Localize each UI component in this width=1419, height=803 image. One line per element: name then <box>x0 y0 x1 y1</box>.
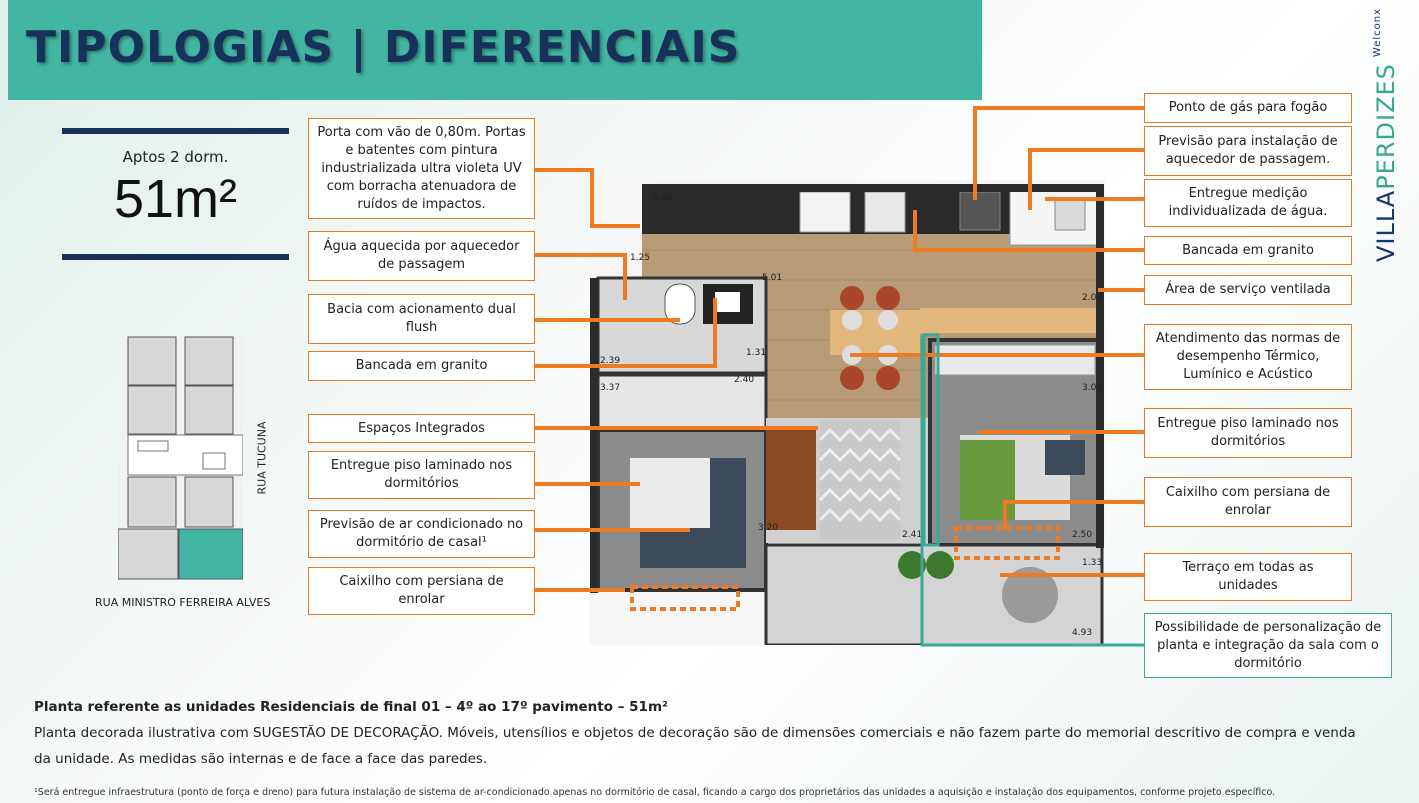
callout-dual-flush: Bacia com acionamento dual flush <box>308 294 535 344</box>
floor-plan <box>590 180 1105 645</box>
callout-service-area: Área de serviço ventilada <box>1144 275 1352 305</box>
callout-air-conditioning: Previsão de ar condicionado no dormitório de casal¹ <box>308 510 535 558</box>
street-label-side: RUA TUCUNA <box>255 421 269 495</box>
dimension-label: 3.05 <box>1082 383 1103 393</box>
callout-water-metering: Entregue medição individualizada de água. <box>1144 179 1352 227</box>
callout-door-spec: Porta com vão de 0,80m. Portas e batentes com pintura industrializada ultra violeta UV com borracha atenuadora de ruídos de impactos. <box>308 118 535 219</box>
dimension-label: 5.40 <box>652 193 673 203</box>
callout-performance-norms: Atendimento das normas de desempenho Térmico, Lumínico e Acústico <box>1144 324 1352 390</box>
dimension-label: 3.37 <box>600 383 621 393</box>
notes-line-2: Planta decorada ilustrativa com SUGESTÃO DE DECORAÇÃO. Móveis, utensílios e objetos de decoração são de dimensões comerciais e não fazem parte do memorial descritivo de compra e venda da unidade. As medidas são internas e de face a face das paredes. <box>34 725 1356 767</box>
dimension-label: 2.05 <box>1082 293 1103 303</box>
brand-name-part1: VILLA <box>1372 189 1400 263</box>
dimension-label: 2.39 <box>600 356 621 366</box>
callout-water-heater: Água aquecida por aquecedor de passagem <box>308 231 535 281</box>
dimension-label: 5.01 <box>762 273 783 283</box>
notes-line-1: Planta referente as unidades Residenciais de final 01 – 4º ao 17º pavimento – 51m² <box>34 699 668 715</box>
callout-granite-kitchen: Bancada em granito <box>1144 236 1352 265</box>
brand-logo-text <box>1372 8 1400 262</box>
dimension-label: 1.31 <box>746 348 767 358</box>
brand-name-part2: PERDIZES <box>1372 63 1400 190</box>
callout-window-shutter-right: Caixilho com persiana de enrolar <box>1144 477 1352 527</box>
callout-granite-bath: Bancada em granito <box>308 351 535 381</box>
callout-window-shutter-left: Caixilho com persiana de enrolar <box>308 567 535 615</box>
callout-gas-point: Ponto de gás para fogão <box>1144 93 1352 123</box>
callout-terrace: Terraço em todas as unidades <box>1144 553 1352 601</box>
dimension-label: 4.93 <box>1072 628 1093 638</box>
site-plan <box>118 335 243 580</box>
unit-area-box <box>62 128 289 260</box>
dimension-label: 2.41 <box>902 530 923 540</box>
callout-integrated-spaces: Espaços Integrados <box>308 414 535 443</box>
header-banner <box>8 0 982 100</box>
notes <box>34 694 1364 772</box>
unit-area: 51m² <box>113 169 238 229</box>
callout-laminate-floor-right: Entregue piso laminado nos dormitórios <box>1144 408 1352 458</box>
brand-sub: Welconx <box>1372 7 1383 58</box>
page-title: TIPOLOGIAS | DIFERENCIAIS <box>26 22 741 73</box>
dimension-label: 1.33 <box>1082 558 1103 568</box>
dimension-label: 3.20 <box>758 523 779 533</box>
unit-type: Aptos 2 dorm. <box>122 148 229 166</box>
street-label-bottom: RUA MINISTRO FERREIRA ALVES <box>95 596 271 609</box>
callout-customization: Possibilidade de personalização de planta e integração da sala com o dormitório <box>1144 613 1392 678</box>
dimension-label: 2.50 <box>1072 530 1093 540</box>
callout-laminate-floor-left: Entregue piso laminado nos dormitórios <box>308 451 535 499</box>
dimension-label: 2.40 <box>734 375 755 385</box>
footnote: ¹Será entregue infraestrutura (ponto de força e dreno) para futura instalação de sistema de ar-condicionado apenas no dormitório de casal, ficando a cargo dos proprietários das unidades a aquisição e instalação dos equipamentos, conforme projeto específico. <box>34 787 1276 798</box>
brand-logo <box>1366 7 1406 263</box>
callout-heater-provision: Previsão para instalação de aquecedor de passagem. <box>1144 126 1352 176</box>
dimension-label: 1.25 <box>630 253 651 263</box>
